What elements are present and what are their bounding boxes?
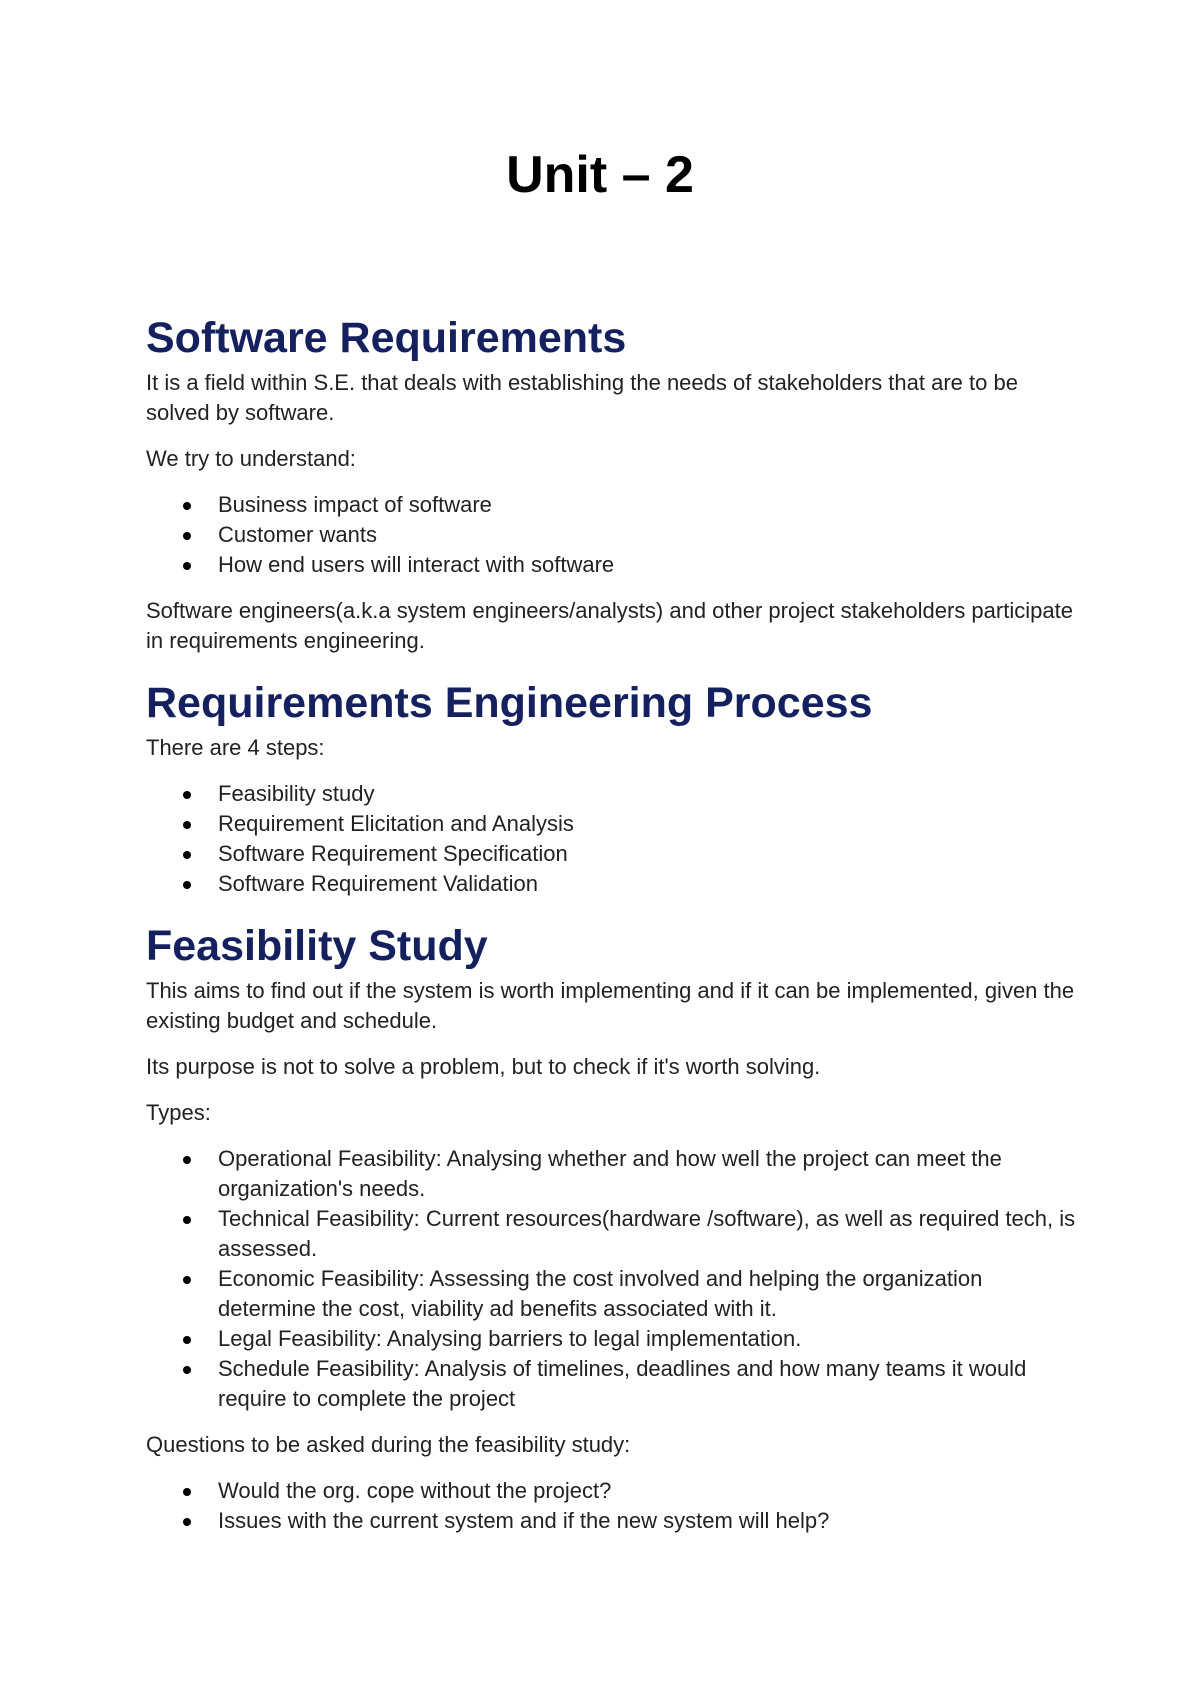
list-item: Software Requirement Specification (218, 839, 1076, 869)
section-requirements-engineering-process (146, 677, 1076, 899)
list-item: Operational Feasibility: Analysing whether and how well the project can meet the organization's needs. (218, 1144, 1076, 1204)
section-lead: We try to understand: (146, 446, 356, 471)
list-item: Legal Feasibility: Analysing barriers to legal implementation. (218, 1324, 1076, 1354)
types-label: Types: (146, 1100, 211, 1125)
list-item: Technical Feasibility: Current resources(hardware /software), as well as required tech, is assessed. (218, 1204, 1076, 1264)
steps-list (146, 779, 1076, 899)
list-item: Customer wants (218, 520, 1076, 550)
list-item: Business impact of software (218, 490, 1076, 520)
section-intro: There are 4 steps: (146, 735, 325, 760)
questions-label: Questions to be asked during the feasibility study: (146, 1432, 631, 1457)
list-item: Software Requirement Validation (218, 869, 1076, 899)
list-item: How end users will interact with software (218, 550, 1076, 580)
list-item: Schedule Feasibility: Analysis of timelines, deadlines and how many teams it would require to complete the project (218, 1354, 1076, 1414)
page-title: Unit – 2 (506, 146, 694, 204)
document-body (146, 312, 1076, 1552)
section-intro: This aims to find out if the system is worth implementing and if it can be implemented, given the existing budget and schedule. (146, 978, 1075, 1033)
section-software-requirements (146, 312, 1076, 656)
list-item: Issues with the current system and if the new system will help? (218, 1506, 1076, 1536)
section-outro: Software engineers(a.k.a system engineers/analysts) and other project stakeholders participate in requirements engineering. (146, 598, 1073, 653)
section-intro: It is a field within S.E. that deals with establishing the needs of stakeholders that are to be solved by software. (146, 370, 1018, 425)
section-heading: Software Requirements (146, 314, 627, 362)
section-heading: Requirements Engineering Process (146, 679, 873, 727)
list-item: Feasibility study (218, 779, 1076, 809)
questions-list (146, 1476, 1076, 1536)
list-item: Requirement Elicitation and Analysis (218, 809, 1076, 839)
understand-list (146, 490, 1076, 580)
list-item: Would the org. cope without the project? (218, 1476, 1076, 1506)
section-feasibility-study (146, 920, 1076, 1536)
section-heading: Feasibility Study (146, 922, 488, 970)
list-item: Economic Feasibility: Assessing the cost involved and helping the organization determine the cost, viability ad benefits associated with it. (218, 1264, 1076, 1324)
types-list (146, 1144, 1076, 1414)
section-purpose: Its purpose is not to solve a problem, but to check if it's worth solving. (146, 1054, 821, 1079)
